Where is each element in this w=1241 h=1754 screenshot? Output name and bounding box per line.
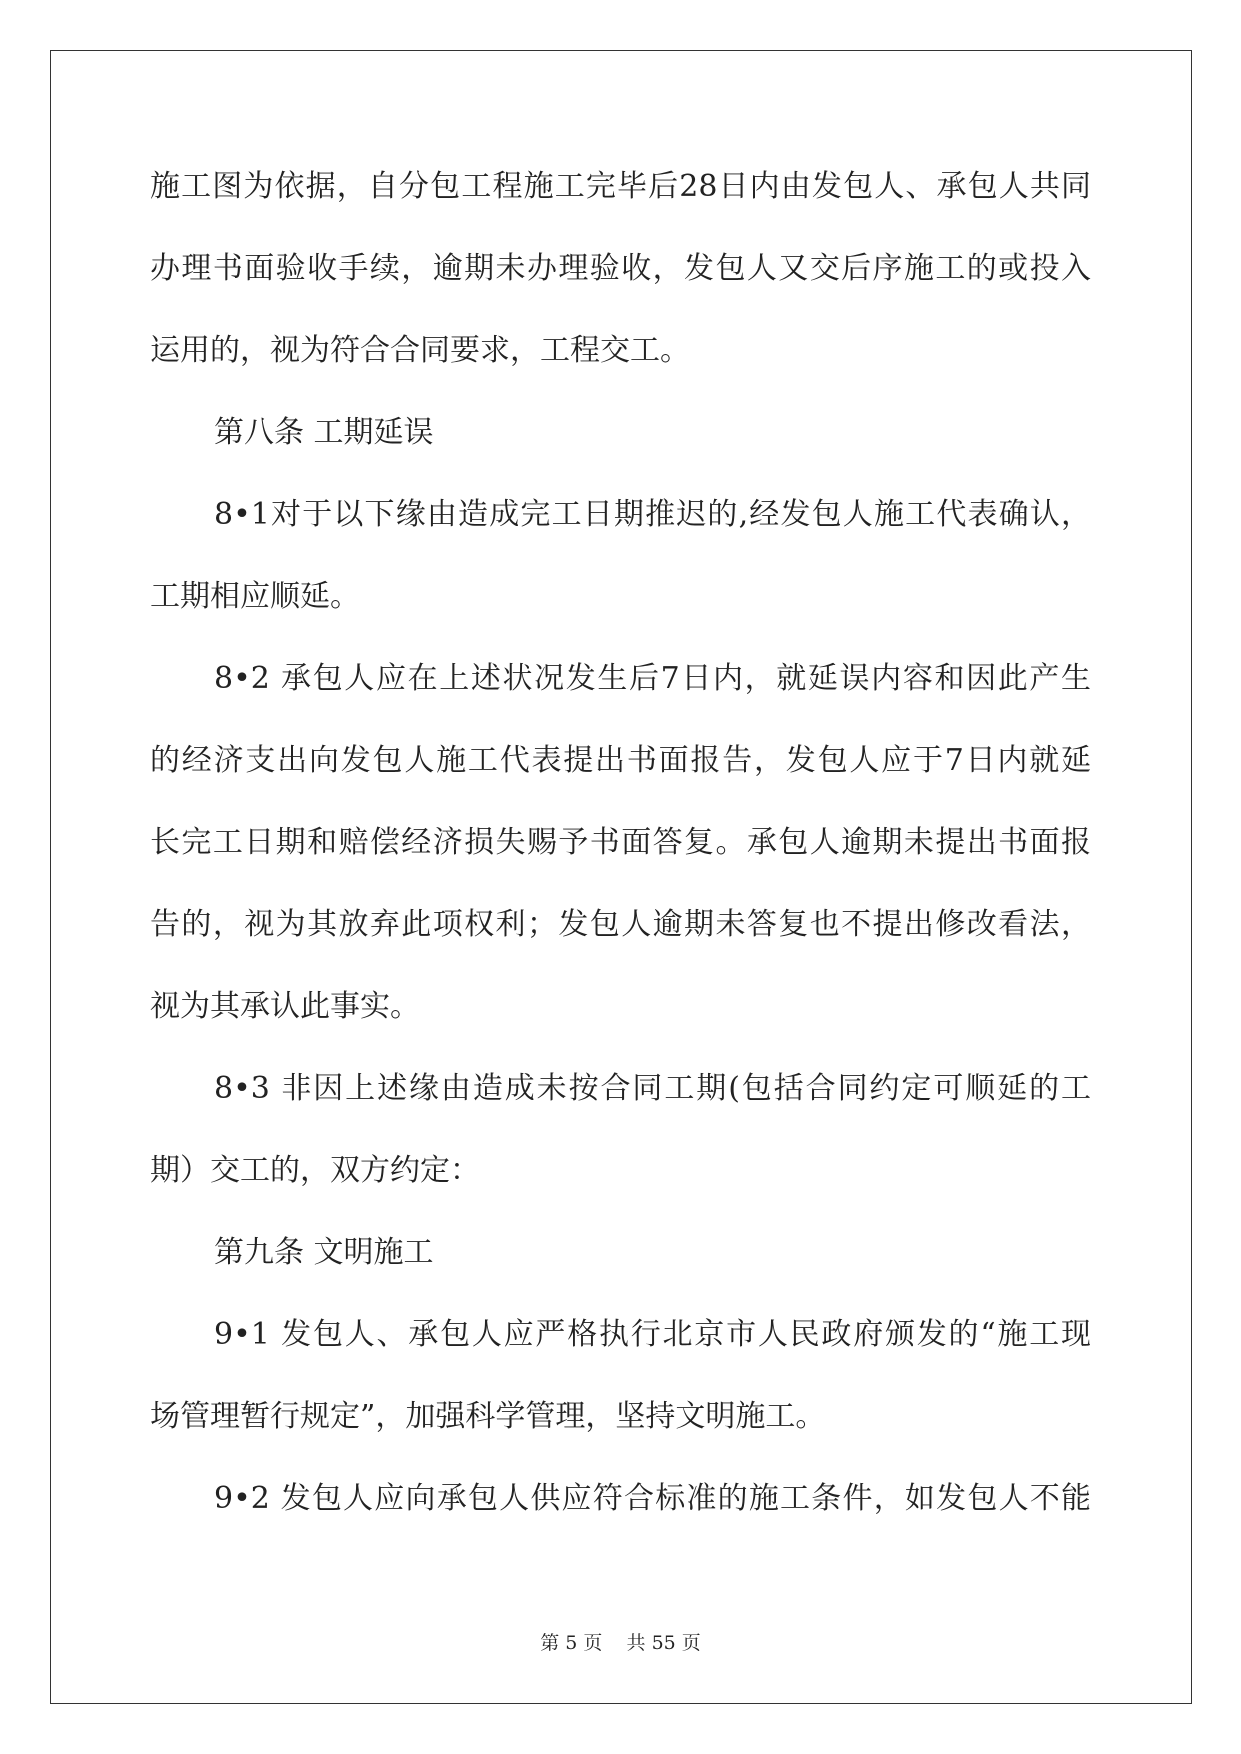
clause-8-3-line-2: 期）交工的，双方约定： (150, 1153, 480, 1188)
section-heading-9: 第九条 文明施工 (214, 1235, 434, 1270)
document-body (150, 162, 1091, 1556)
clause-9-2-line-1: 9•2 发包人应向承包人供应符合标准的施工条件，如发包人不能 (214, 1481, 1091, 1516)
clause-8-1-line-2: 工期相应顺延。 (150, 579, 360, 614)
clause-8-2-line-1: 8•2 承包人应在上述状况发生后7日内，就延误内容和因此产生 (214, 661, 1091, 696)
clause-8-1-line-1: 8•1对于以下缘由造成完工日期推迟的,经发包人施工代表确认， (214, 497, 1091, 532)
clause-8-3-line-1: 8•3 非因上述缘由造成未按合同工期(包括合同约定可顺延的工 (214, 1071, 1091, 1106)
text-line-2: 办理书面验收手续，逾期未办理验收，发包人又交后序施工的或投入 (150, 251, 1091, 286)
clause-9-1-line-2: 场管理暂行规定”，加强科学管理，坚持文明施工。 (150, 1399, 826, 1434)
text-line-3: 运用的，视为符合合同要求，工程交工。 (150, 333, 690, 368)
section-heading-8: 第八条 工期延误 (214, 415, 434, 450)
text-line-1: 施工图为依据，自分包工程施工完毕后28日内由发包人、承包人共同 (150, 169, 1091, 204)
clause-8-2-line-5: 视为其承认此事实。 (150, 989, 420, 1024)
page-number-footer: 第 5 页 共 55 页 (540, 1632, 701, 1654)
clause-9-1-line-1: 9•1 发包人、承包人应严格执行北京市人民政府颁发的“施工现 (214, 1317, 1091, 1352)
clause-8-2-line-2: 的经济支出向发包人施工代表提出书面报告，发包人应于7日内就延 (150, 743, 1091, 778)
clause-8-2-line-4: 告的，视为其放弃此项权利；发包人逾期未答复也不提出修改看法， (150, 907, 1091, 942)
clause-8-2-line-3: 长完工日期和赔偿经济损失赐予书面答复。承包人逾期未提出书面报 (150, 825, 1091, 860)
